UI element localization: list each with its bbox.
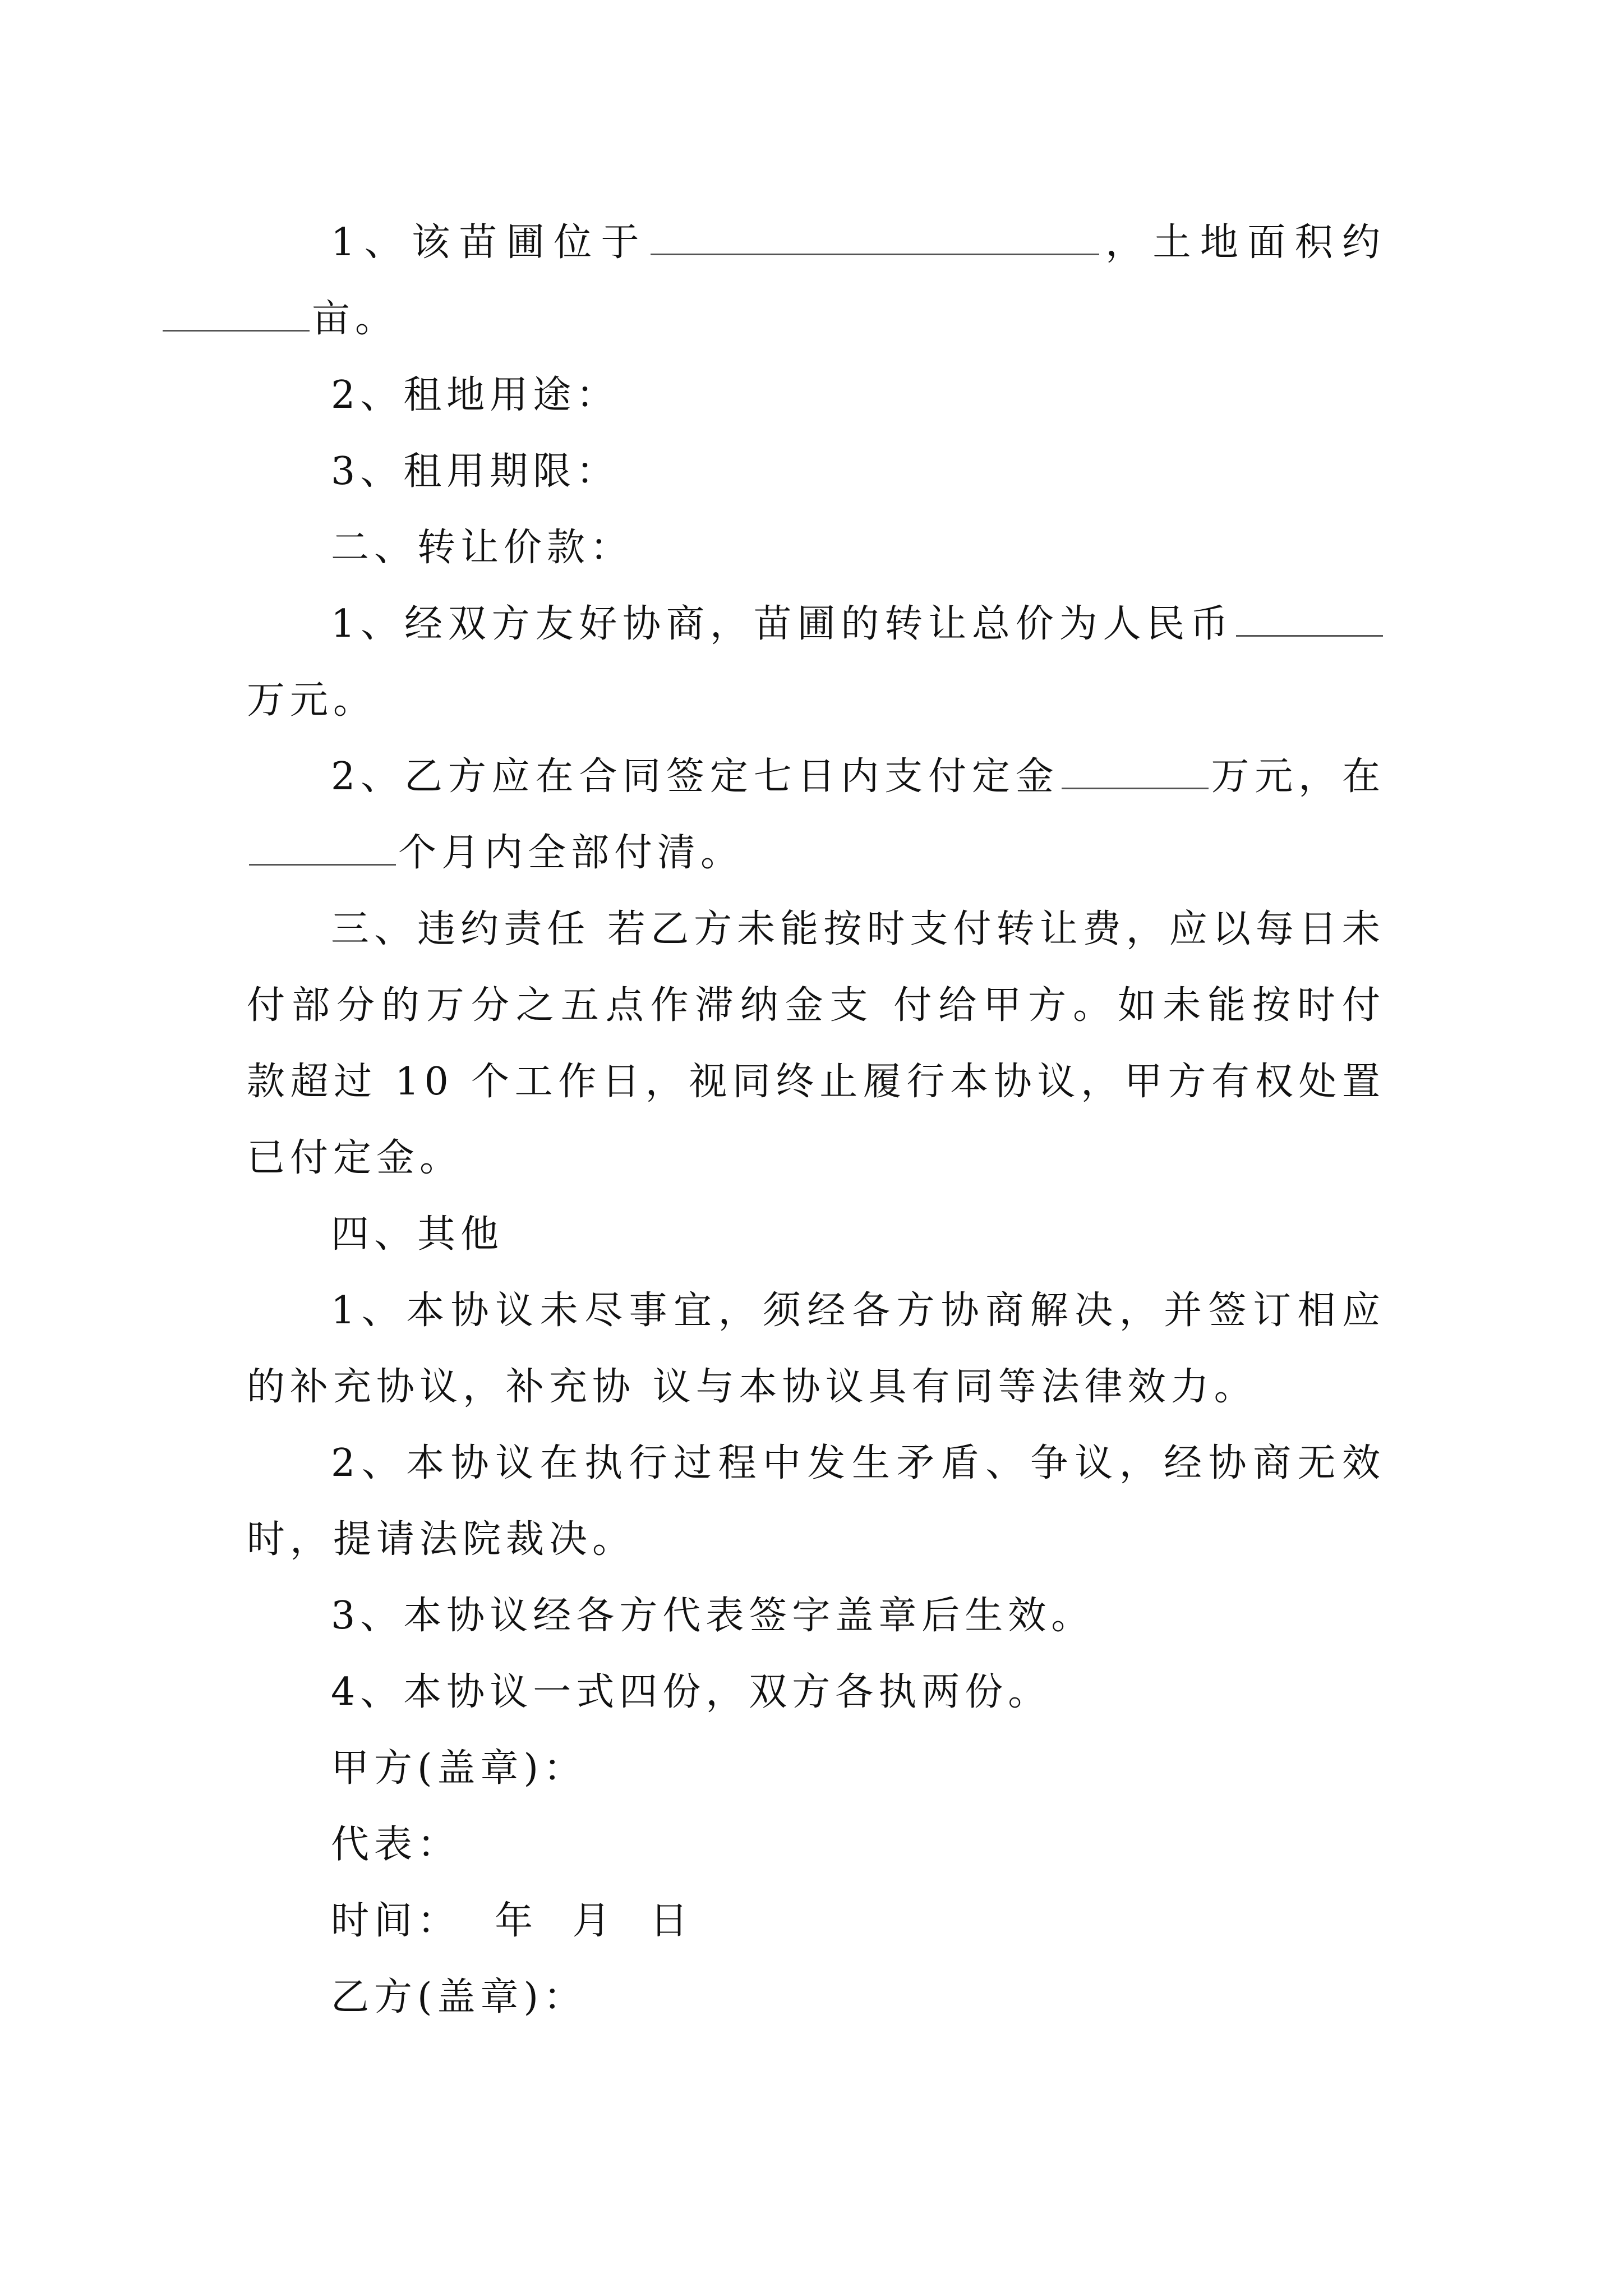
clause-location-text-c: 亩。 [312,297,399,341]
clause-dispute: 2、本协议在执行过程中发生矛盾、争议，经协商无效时，提请法院裁决。 [247,1441,1385,1562]
clause-location [247,205,1385,357]
total-price-blank [1236,599,1383,637]
section-price-heading: 二、转让价款： [331,526,634,570]
party-b-seal: 乙方(盖章)： [331,1975,587,2019]
area-blank [163,294,310,332]
representative: 代表： [331,1823,461,1867]
party-a-seal: 甲方(盖章)： [331,1746,587,1791]
clause-total-price [247,586,1385,739]
deposit-blank [1062,752,1209,789]
clause-deposit [247,739,1385,891]
clause-supplement: 1、本协议未尽事宜，须经各方协商解决，并签订相应的补充协议，补充协 议与本协议具有同等法律效力。 [247,1289,1385,1409]
location-blank [651,218,1099,255]
clause-deposit-text-c: 个月内全部付清。 [398,831,744,875]
clause-term: 3、租用期限： [331,449,620,494]
sign-date: 时间： 年 月 日 [331,1899,693,1943]
clause-location-text-b: ，土地面积约 [1101,220,1385,265]
clause-liability: 三、违约责任 若乙方未能按时支付转让费，应以每日未付部分的万分之五点作滞纳金支 付给甲方。如未能按时付款超过 10 个工作日，视同终止履行本协议，甲方有权处置已付定金。 [247,907,1385,1180]
clause-effective: 3、本协议经各方代表签字盖章后生效。 [331,1594,1095,1638]
clause-deposit-text-a: 2、乙方应在合同签定七日内支付定金 [331,754,1059,799]
section-other-heading: 四、其他 [331,1212,504,1257]
document-body [247,205,1385,2036]
clause-usage: 2、租地用途： [331,373,620,417]
clause-deposit-text-b: 万元，在 [1210,754,1385,799]
months-blank [249,828,396,866]
clause-total-price-text-b: 万元。 [247,678,377,723]
clause-location-text-a: 1、该苗圃位于 [331,220,648,265]
clause-total-price-text-a: 1、经双方友好协商，苗圃的转让总价为人民币 [331,602,1234,646]
clause-copies: 4、本协议一式四份，双方各执两份。 [331,1670,1052,1714]
